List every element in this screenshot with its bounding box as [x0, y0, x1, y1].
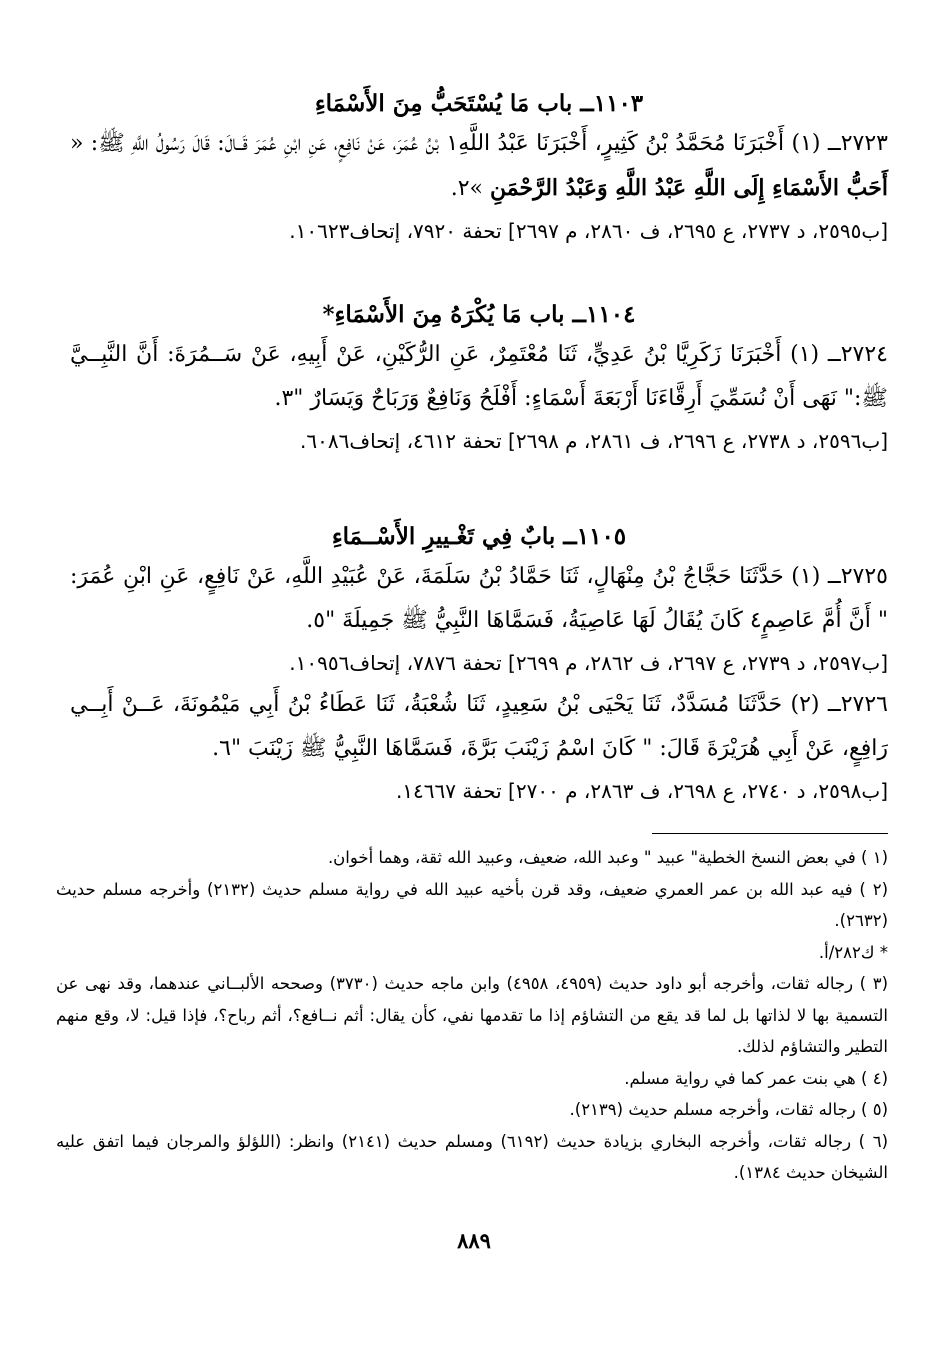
page-number: ٨٨٩	[457, 1228, 491, 1253]
hadith-2725	[70, 555, 888, 643]
chapter-heading: ١١٠٤ــ باب مَا يُكْرَهُ مِنَ الأَسْمَاءِ*	[322, 301, 636, 328]
hadith-2723	[70, 122, 888, 211]
footnote-5: (٥ ) رجاله ثقات، وأخرجه مسلم حديث (٢١٣٩).	[569, 1100, 888, 1119]
hadith-references: [ب٢٥٩٦، د ٢٧٣٨، ع ٢٦٩٦، ف ٢٨٦١، م ٢٦٩٨] تحفة ٤٦١٢، إتحاف٦٠٨٦.	[300, 429, 888, 453]
main-text	[70, 88, 888, 811]
footnote-divider	[652, 833, 888, 834]
chapter-1103	[70, 88, 888, 251]
hadith-text: ٢٧٢٣ــ (١) أَخْبَرَنَا مُحَمَّدُ بْنُ كَثِيرٍ، أَخْبَرَنَا عَبْدُ اللَّهِ١ بْنُ عُمَرَ، عَنْ نَافِعٍ، عَنِ ابْنِ عُمَرَ قَــالَ: قَالَ رَسُولُ اللَّهِ ﷺ: «	[70, 131, 888, 156]
footnote-1: (١ ) في بعض النسخ الخطية" عبيد " وعبد الله، ضعيف، وعبيد الله ثقة، وهما أخوان.	[327, 848, 888, 867]
chapter-1105	[70, 521, 888, 811]
hadith-text: ٢٧٢٦ــ (٢) حَدَّثَنَا مُسَدَّدٌ، ثَنَا يَحْيَى بْنُ سَعِيدٍ، ثَنَا شُعْبَةُ، ثَنَا عَطَاءُ بْنُ أَبِي مَيْمُونَةَ، عَــنْ أَبِــي رَافِعٍ، عَنْ أَبِي هُرَيْرَةَ قَالَ: " كَانَ اسْمُ زَيْنَبَ بَرَّةَ، فَسَمَّاهَا النَّبِيُّ ﷺ زَيْنَبَ "٦.	[70, 692, 888, 761]
chapter-heading: ١١٠٣ــ باب مَا يُسْتَحَبُّ مِنَ الأَسْمَاءِ	[314, 90, 644, 117]
hadith-quote: أَحَبُّ الأَسْمَاءِ إِلَى اللَّهِ عَبْدُ اللَّهِ وَعَبْدُ الرَّحْمَنِ	[490, 175, 888, 201]
hadith-text: ٢٧٢٥ــ (١) حَدَّثَنَا حَجَّاجُ بْنُ مِنْهَالٍ، ثَنَا حَمَّادُ بْنُ سَلَمَةَ، عَنْ عُبَيْدِ اللَّهِ، عَنْ نَافِعٍ، عَنِ ابْنِ عُمَرَ: " أَنَّ أُمَّ عَاصِمٍ٤ كَانَ يُقَالُ لَهَا عَاصِيَةُ، فَسَمَّاهَا النَّبِيُّ ﷺ جَمِيلَةَ "٥.	[70, 564, 888, 633]
hadith-references: [ب٢٥٩٧، د ٢٧٣٩، ع ٢٦٩٧، ف ٢٨٦٢، م ٢٦٩٩] تحفة ٧٨٧٦، إتحاف١٠٩٥٦.	[289, 651, 888, 675]
footnote-6: (٦ ) رجاله ثقات، وأخرجه البخاري بزيادة حديث (٦١٩٢) ومسلم حديث (٢١٤١) وانظر: (اللؤلؤ والمرجان فيما اتفق عليه الشيخان حديث ١٣٨٤).	[56, 1131, 889, 1182]
footnote-manuscript-ref: * ك٢٨٢/أ.	[818, 942, 888, 962]
footnotes	[56, 842, 888, 1189]
chapter-1104	[70, 299, 888, 461]
footnote-4: (٤ ) هي بنت عمر كما في رواية مسلم.	[624, 1068, 888, 1088]
hadith-2724	[70, 333, 888, 421]
footnote-3: (٣ ) رجاله ثقات، وأخرجه أبو داود حديث (٤٩٥٩، ٤٩٥٨) وابن ماجه حديث (٣٧٣٠) وصححه الألبــاني عندهما، وقد نهى عن التسمية بها لا لذاتها بل لما قد يقع من التشاؤم إذا ما تقدمها نفي، كأن يقال: أثم نــافع؟، أثم رباح؟، فإذا قيل: لا، وقع منهم التطير والتشاؤم لذلك.	[56, 974, 889, 1056]
chapter-heading: ١١٠٥ــ بابٌ فِي تَغْـييرِ الأَسْــمَاءِ	[331, 523, 627, 550]
hadith-text: ٢٧٢٤ــ (١) أَخْبَرَنَا زَكَرِيَّا بْنُ عَدِيٍّ، ثَنَا مُعْتَمِرٌ، عَنِ الرُّكَيْنِ، عَنْ أَبِيهِ، عَنْ سَــمُرَةَ: أَنَّ النَّبِــيَّ ﷺ:" نَهَى أَنْ نُسَمِّيَ أَرِقَّاءَنَا أَرْبَعَةَ أَسْمَاءٍ: أَفْلَحُ وَنَافِعٌ وَرَبَاحٌ وَيَسَارٌ "٣.	[70, 342, 888, 411]
footnote-2: (٢ ) فيه عبد الله بن عمر العمري ضعيف، وقد قرن بأخيه عبيد الله في رواية مسلم حديث (٢١٣٢) وأخرجه مسلم حديث (٢٦٣٢).	[56, 879, 888, 930]
hadith-2726	[70, 683, 888, 771]
hadith-tail: »٢.	[450, 176, 483, 201]
hadith-references: [ب٢٥٩٨، د ٢٧٤٠، ع ٢٦٩٨، ف ٢٨٦٣، م ٢٧٠٠] تحفة ١٤٦٦٧.	[395, 779, 888, 803]
hadith-references: [ب٢٥٩٥، د ٢٧٣٧، ع ٢٦٩٥، ف ٢٨٦٠، م ٢٦٩٧] تحفة ٧٩٢٠، إتحاف١٠٦٢٣.	[289, 219, 888, 243]
